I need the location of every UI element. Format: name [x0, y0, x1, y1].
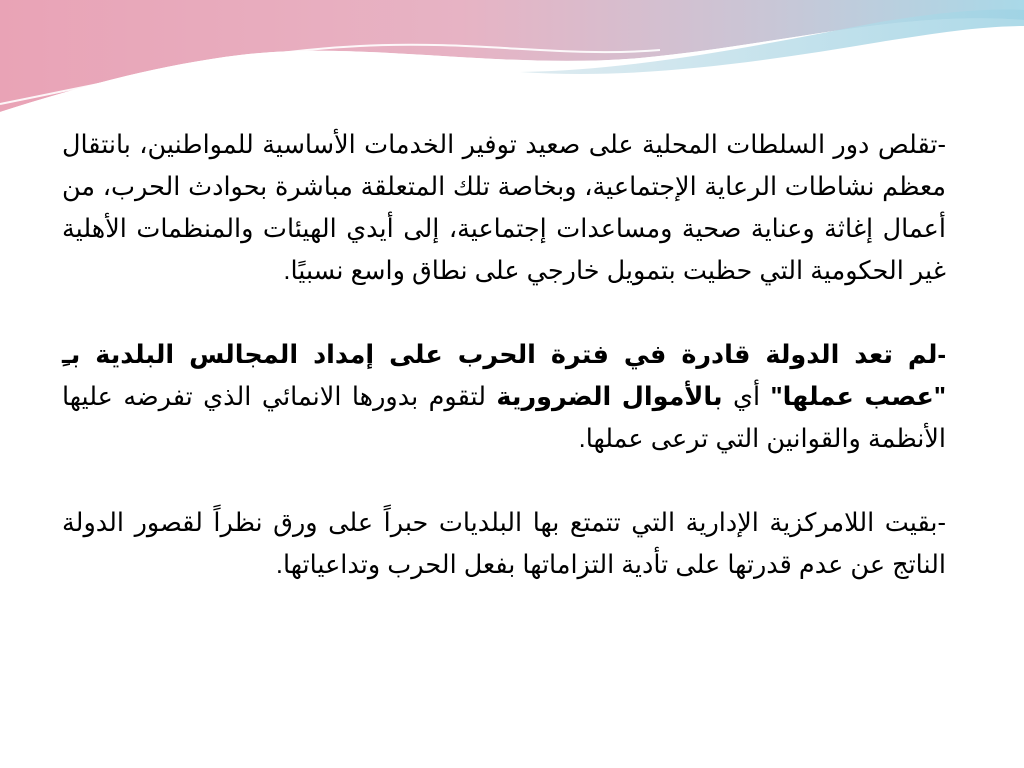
paragraph-2-bold-lead: -لم تعد الدولة قادرة في فترة الحرب على إمداد المجالس البلدية بـِ "عصب عملها"	[62, 341, 946, 411]
paragraph-3-text: -بقيت اللامركزية الإدارية التي تتمتع بها البلديات حبراً على ورق نظراً لقصور الدولة الناتج عن عدم قدرتها على تأدية التزاماتها بفعل الحرب وتداعياتها.	[62, 509, 946, 579]
paragraph-1	[62, 124, 946, 292]
paragraph-2-mid: أي	[722, 383, 771, 411]
wave-band-pink	[0, 0, 1024, 112]
paragraph-1-text: -تقلص دور السلطات المحلية على صعيد توفير الخدمات الأساسية للمواطنين، بانتقال معظم نشاطات الرعاية الإجتماعية، وبخاصة تلك المتعلقة مباشرة بحوادث الحرب، من أعمال إغاثة وعناية صحية ومساعدات إجتماعية، إلى أيدي الهيئات والمنظمات الأهلية غير الحكومية التي حظيت بتمويل خارجي على نطاق واسع نسبيًا.	[62, 131, 946, 285]
decorative-wave-header	[0, 0, 1024, 120]
slide-body	[62, 124, 946, 586]
paragraph-3	[62, 502, 946, 586]
paragraph-2-rest: لتقوم بدورها الانمائي الذي تفرضه عليها الأنظمة والقوانين التي ترعى عملها.	[62, 383, 946, 453]
paragraph-2-bold-mid: بالأموال الضرورية	[496, 383, 723, 411]
paragraph-2	[62, 334, 946, 460]
